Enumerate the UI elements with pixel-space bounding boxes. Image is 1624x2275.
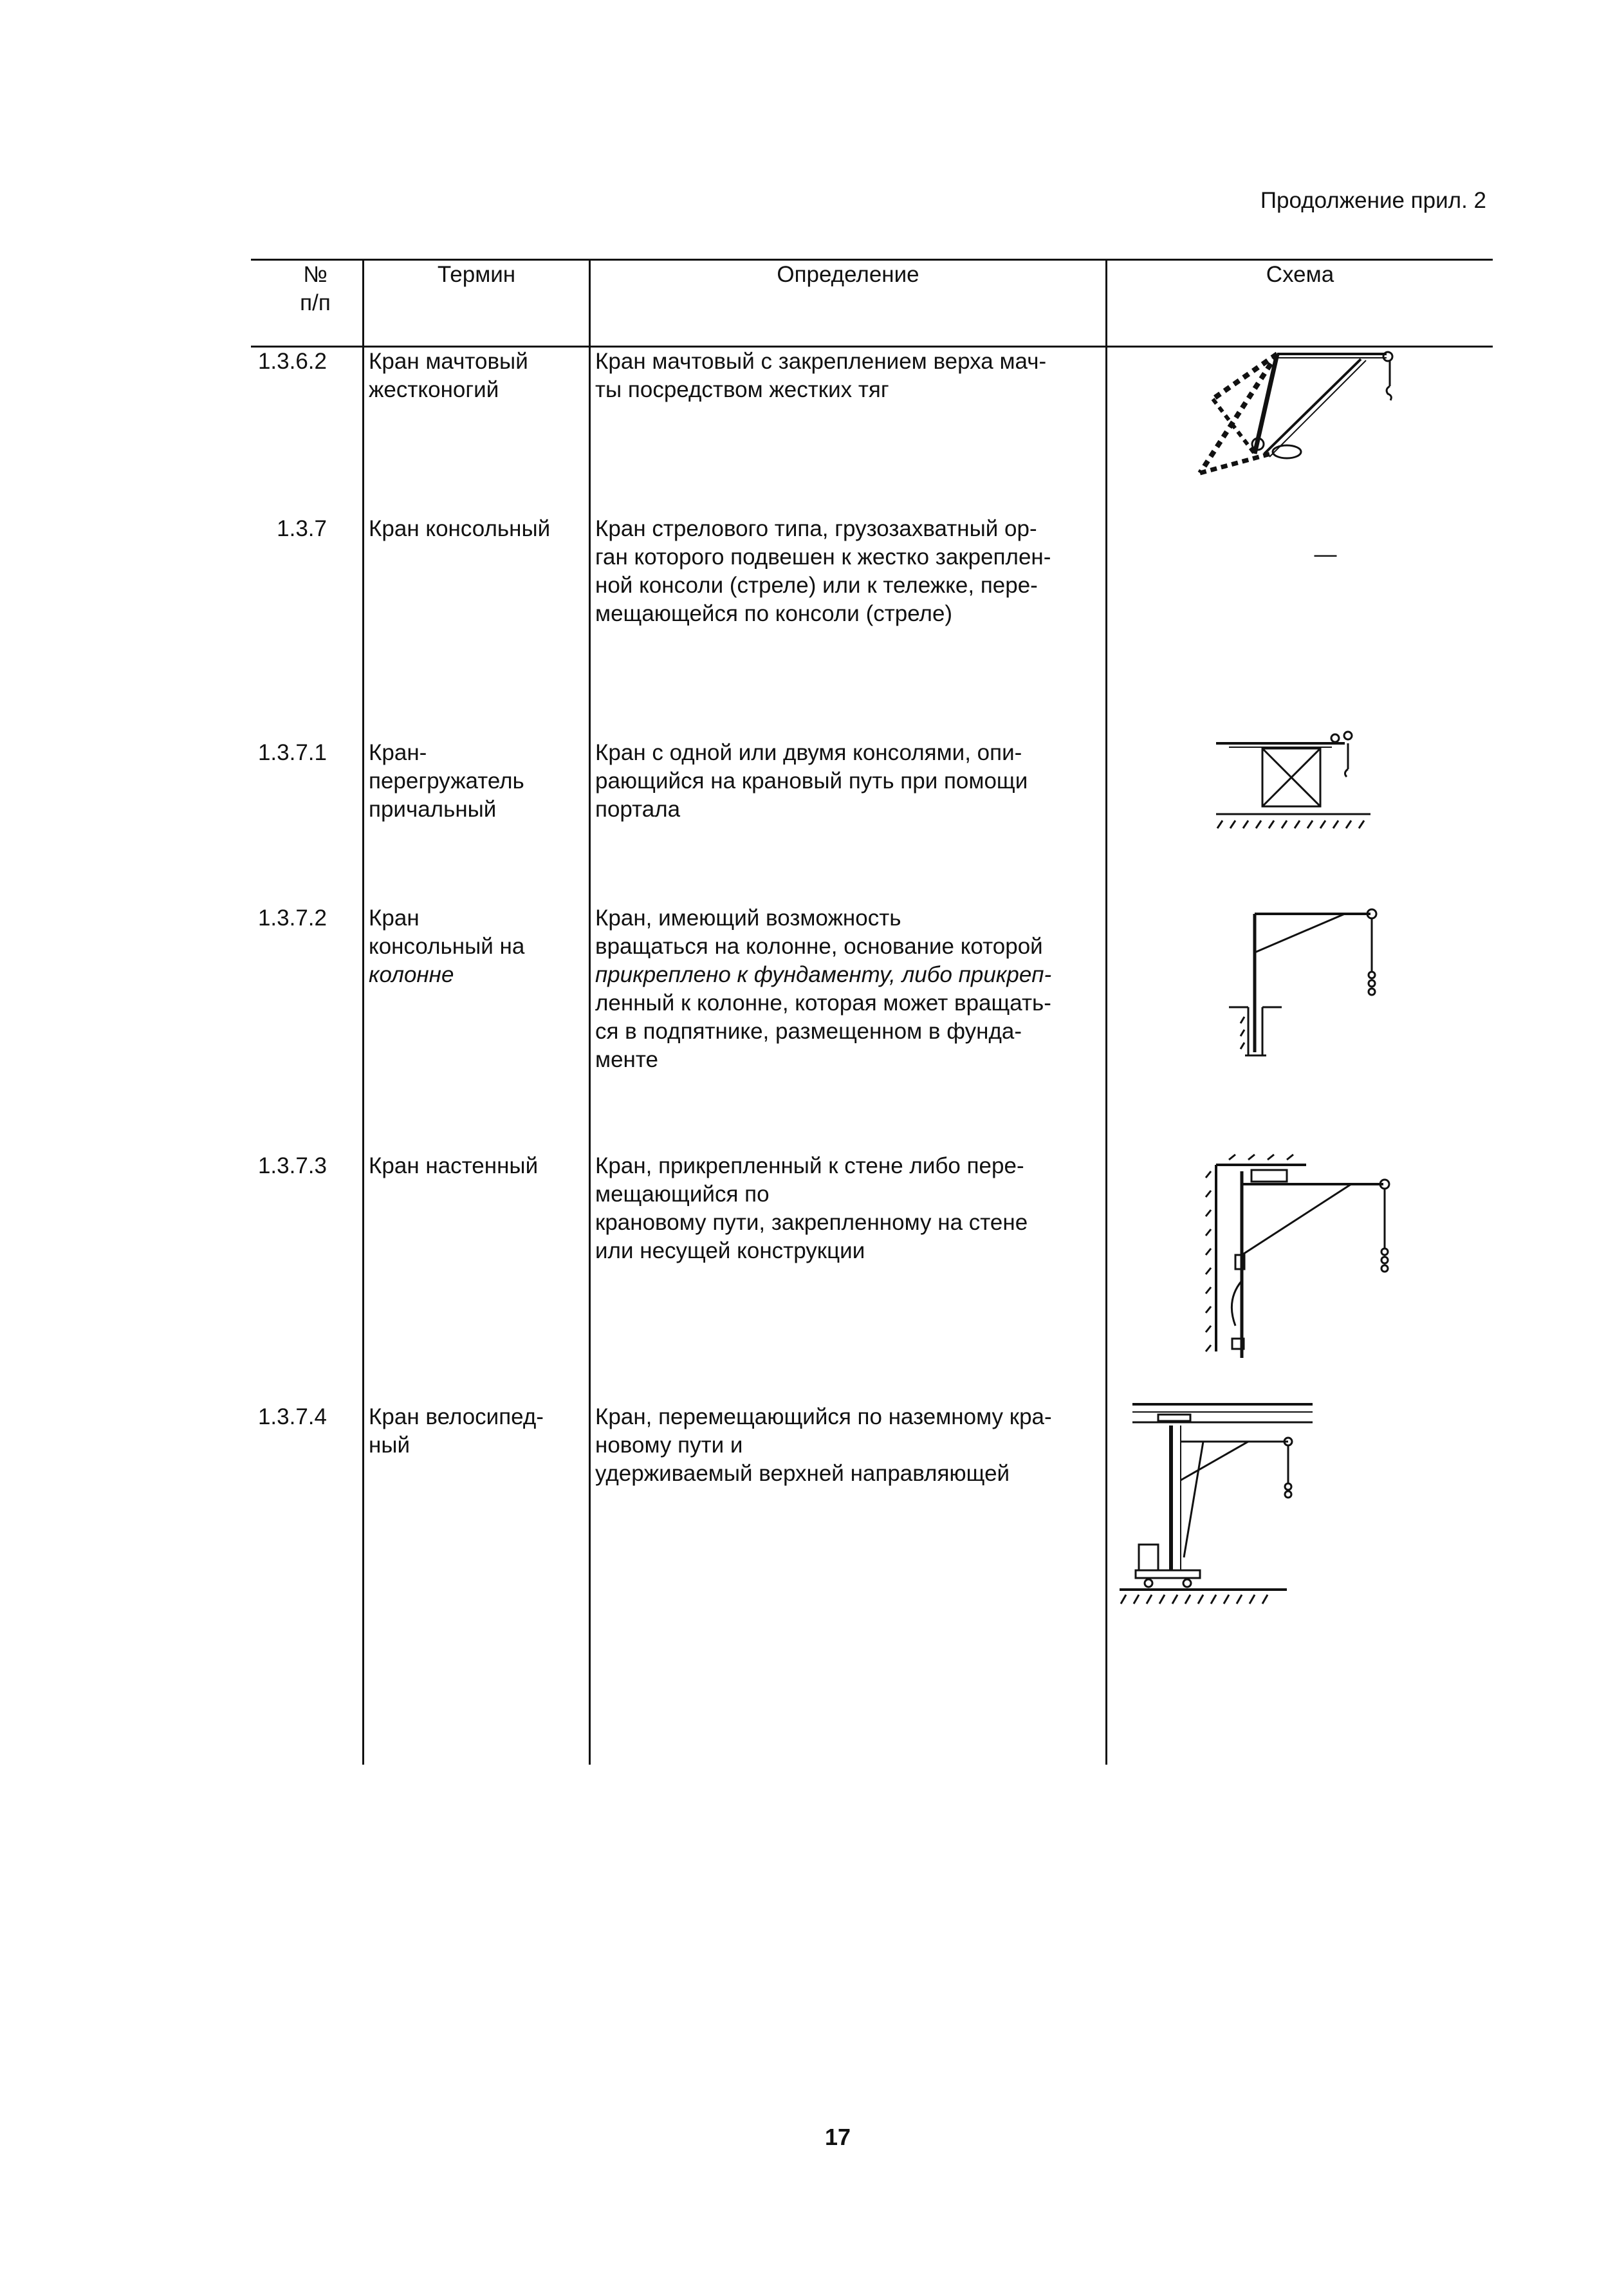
row-2-definition <box>595 515 1116 628</box>
row-1-term-line-1: Кран мачтовый <box>369 349 528 374</box>
row-5-definition <box>595 1152 1116 1265</box>
row-1-term-line-2: жестконогий <box>369 377 499 402</box>
row-4-definition-line-2: вращаться на колонне, основание которой <box>595 934 1043 959</box>
row-3-definition-line-3: портала <box>595 797 681 822</box>
bicycle-crane-scheme <box>1120 1397 1325 1615</box>
row-3-term-line-3: причальный <box>369 797 497 822</box>
header-term: Термин <box>437 262 516 287</box>
row-4-definition-line-6: менте <box>595 1047 658 1072</box>
row-2-definition-line-1: Кран стрелового типа, грузозахватный ор- <box>595 516 1037 541</box>
row-4-num: 1.3.7.2 <box>257 905 327 931</box>
row-6-definition <box>595 1403 1116 1488</box>
row-1-term <box>369 348 581 404</box>
row-2-num: 1.3.7 <box>277 516 327 541</box>
row-2-definition-line-4: мещающейся по консоли (стреле) <box>595 601 953 626</box>
quay-transloader-crane-scheme <box>1216 724 1383 840</box>
row-6-term <box>369 1403 581 1460</box>
row-6-definition-line-2: новому пути и <box>595 1433 743 1458</box>
column-jib-crane-scheme <box>1216 895 1383 1068</box>
header-num-line-1: № <box>303 262 328 287</box>
row-4-term-line-1: Кран <box>369 905 420 931</box>
row-1-definition <box>595 348 1116 404</box>
row-3-term-line-2: перегружатель <box>369 768 524 794</box>
row-4-term-line-3: колонне <box>369 962 454 987</box>
row-4-definition-line-1: Кран, имеющий возможность <box>595 905 901 931</box>
header-definition: Определение <box>777 262 919 287</box>
row-5-definition-line-4: или несущей конструкции <box>595 1238 865 1263</box>
row-3-definition-line-2: рающийся на крановый путь при помощи <box>595 768 1028 794</box>
row-2-definition-line-2: ган которого подвешен к жестко закреплен- <box>595 544 1051 570</box>
column-divider-1 <box>362 259 364 1765</box>
row-2-definition-line-3: ной консоли (стреле) или к тележке, пере- <box>595 573 1038 598</box>
row-6-definition-line-1: Кран, перемещающийся по наземному кра- <box>595 1404 1052 1429</box>
row-3-num: 1.3.7.1 <box>257 740 327 765</box>
row-5-definition-line-1: Кран, прикрепленный к стене либо пере- <box>595 1153 1024 1178</box>
row-3-term-line-1: Кран- <box>369 740 427 765</box>
row-1-num: 1.3.6.2 <box>257 349 327 374</box>
header-schema: Схема <box>1266 262 1334 287</box>
row-6-term-line-2: ный <box>369 1433 411 1458</box>
row-6-num: 1.3.7.4 <box>257 1404 327 1429</box>
header-num <box>270 261 360 317</box>
row-1-definition-line-1: Кран мачтовый с закреплением верха мач- <box>595 349 1047 374</box>
row-3-definition-line-1: Кран с одной или двумя консолями, опи- <box>595 740 1022 765</box>
wall-crane-scheme <box>1203 1152 1396 1364</box>
row-5-num: 1.3.7.3 <box>257 1153 327 1178</box>
row-4-term-line-2: консольный на <box>369 934 525 959</box>
row-3-term <box>369 739 581 824</box>
row-6-term-line-1: Кран велосипед- <box>369 1404 544 1429</box>
row-2-schema-dash: — <box>1314 542 1337 567</box>
row-5-definition-line-3: крановому пути, закрепленному на стене <box>595 1210 1028 1235</box>
page-header: Продолжение прил. 2 <box>1260 188 1486 213</box>
row-5-term: Кран настенный <box>369 1153 539 1178</box>
header-num-line-2: п/п <box>300 290 331 315</box>
row-4-definition-line-3: прикреплено к фундаменту, либо прикреп- <box>595 962 1052 987</box>
row-6-definition-line-3: удерживаемый верхней направляющей <box>595 1461 1010 1486</box>
row-4-definition-line-5: ся в подпятнике, размещенном в фунда- <box>595 1019 1022 1044</box>
column-divider-2 <box>589 259 591 1765</box>
stiff-leg-derrick-crane-scheme <box>1194 341 1412 489</box>
row-1-definition-line-2: ты посредством жестких тяг <box>595 377 889 402</box>
page-number: 17 <box>824 2124 851 2150</box>
row-4-term <box>369 904 581 989</box>
row-4-definition-line-4: ленный к колонне, которая может вращать- <box>595 990 1051 1016</box>
row-2-term: Кран консольный <box>369 516 551 541</box>
row-5-definition-line-2: мещающийся по <box>595 1182 770 1207</box>
row-4-definition <box>595 904 1116 1074</box>
row-3-definition <box>595 739 1116 824</box>
